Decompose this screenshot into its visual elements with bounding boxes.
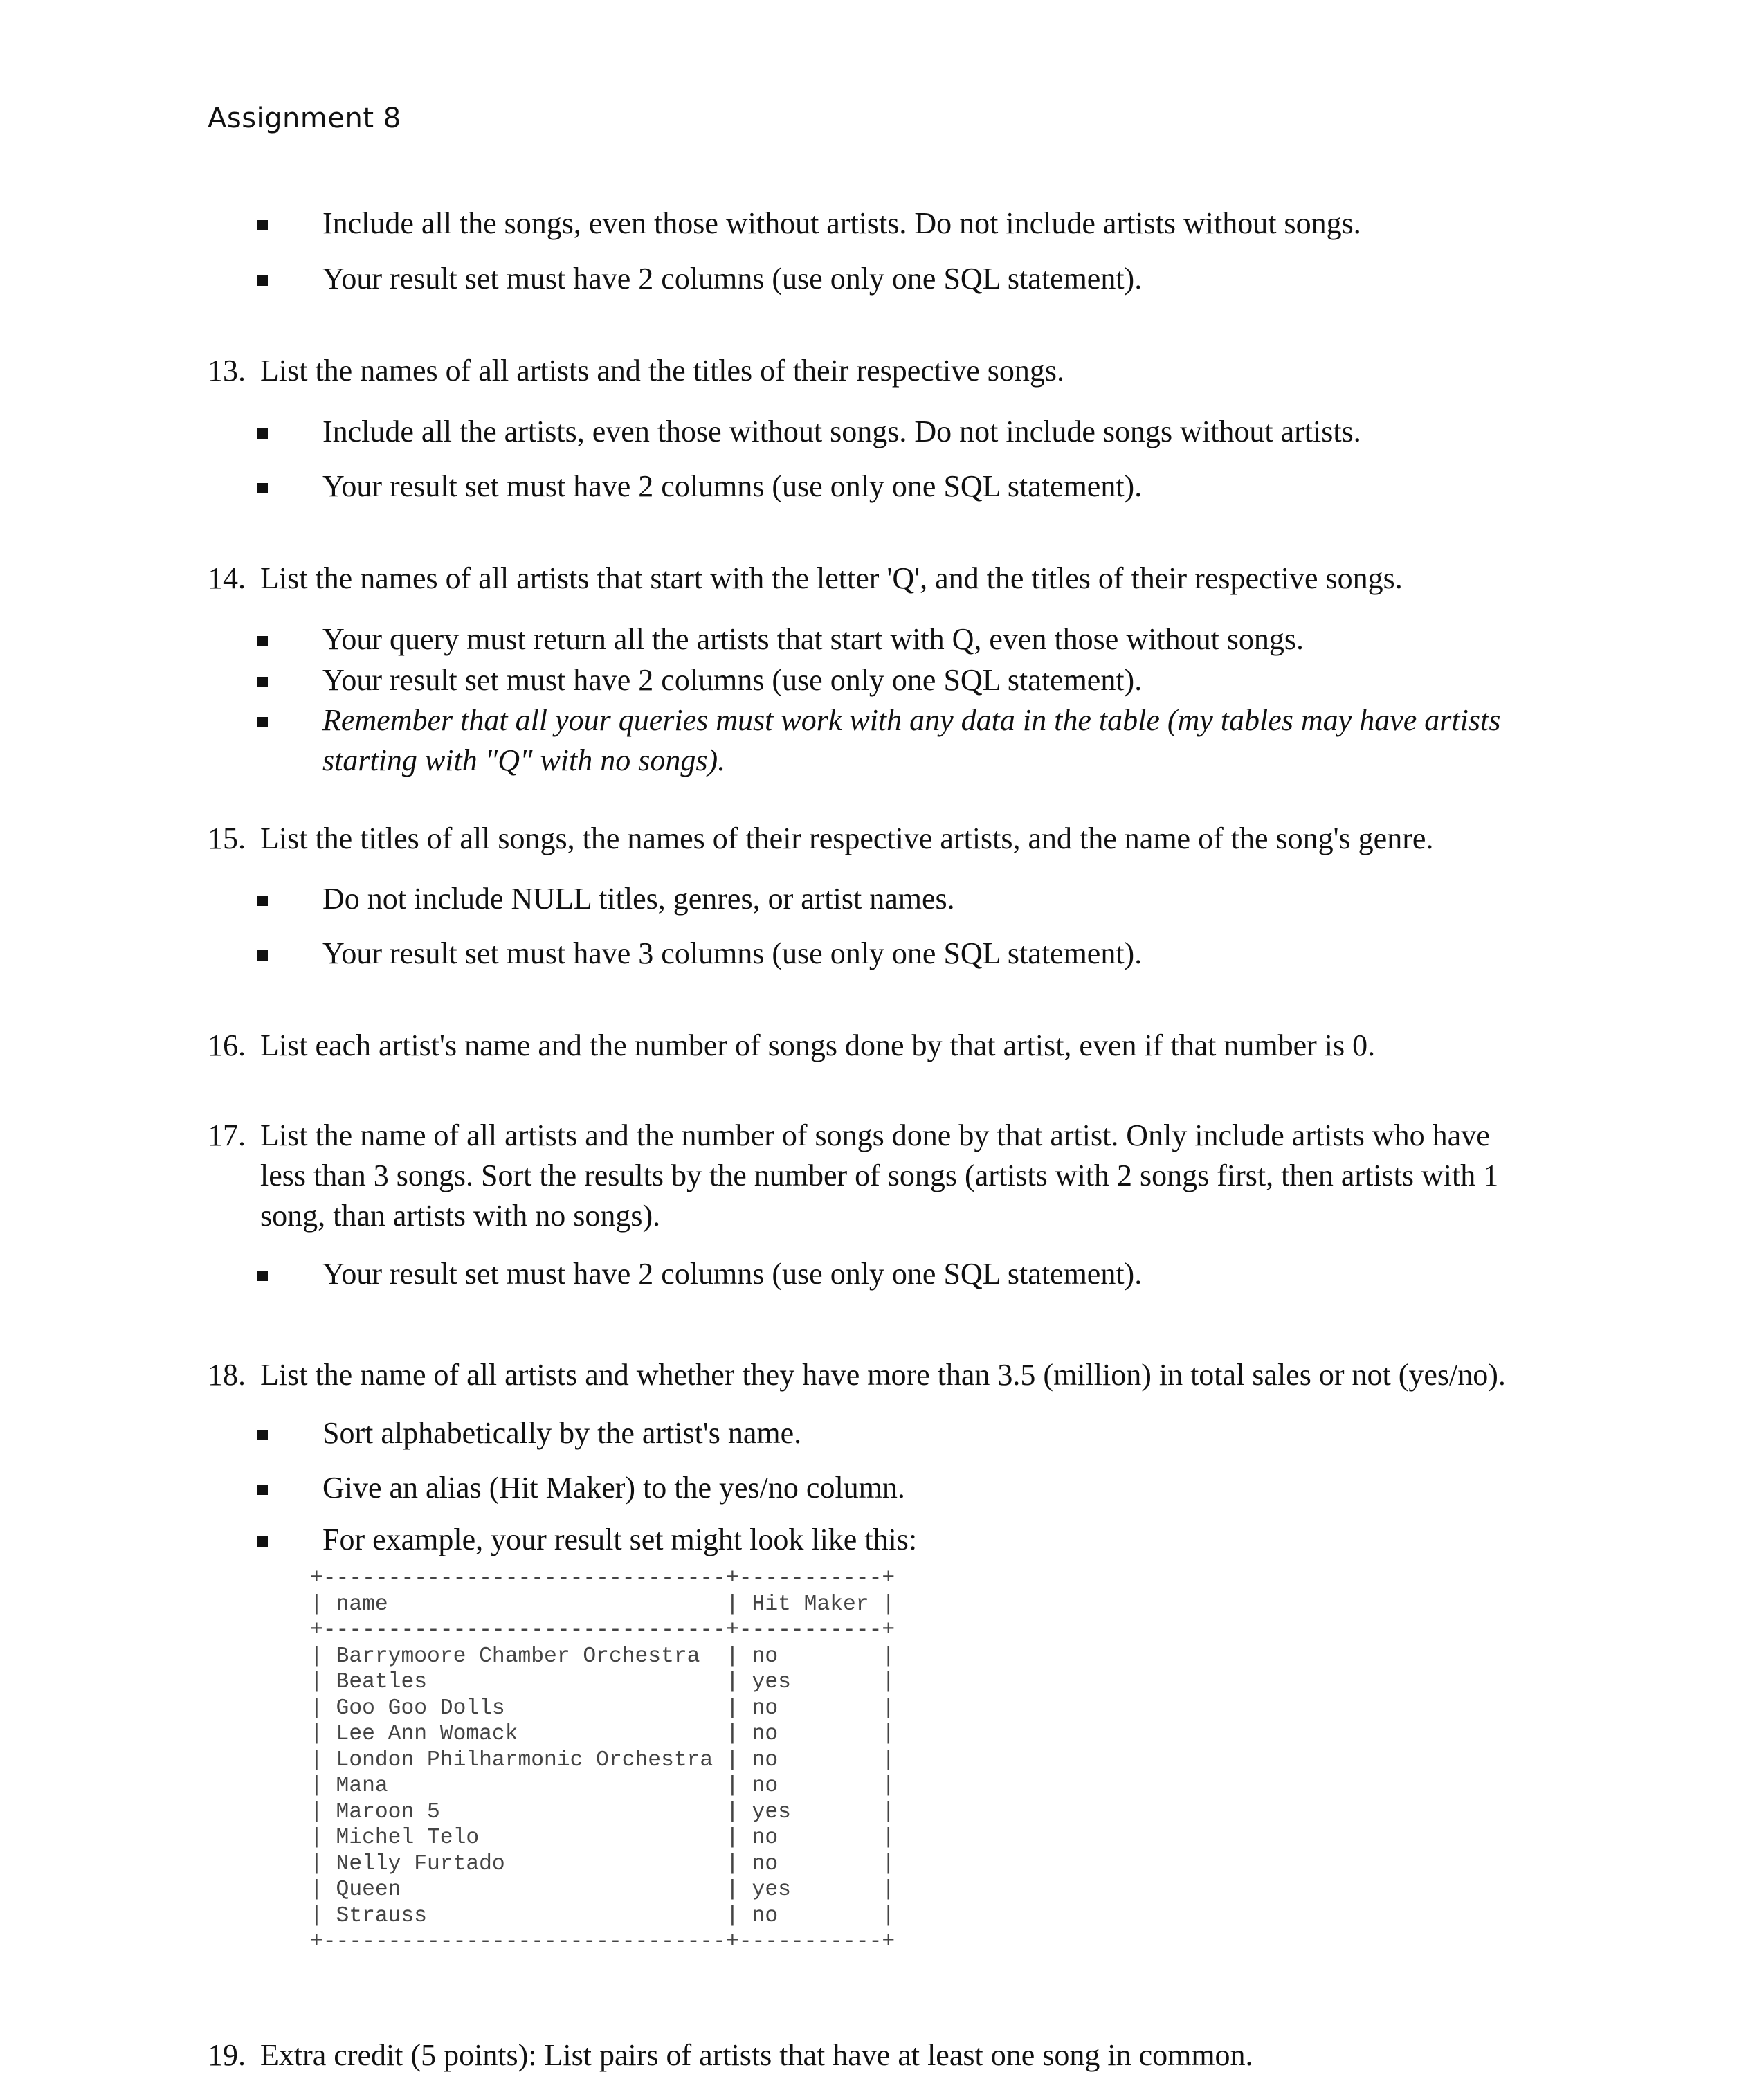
table-row: | Mana | no | [310, 1774, 895, 1798]
page-title: Assignment 8 [208, 102, 401, 134]
bullet-marker [257, 1536, 268, 1547]
bullet-marker [257, 636, 268, 646]
bullet-marker [257, 220, 268, 230]
question-text: Extra credit (5 points): List pairs of artists that have at least one song in common. [260, 2038, 1253, 2072]
bullet-text-italic: Remember that all your queries must work with any data in the table (my tables may have artists [322, 703, 1501, 737]
bullet-text: Give an alias (Hit Maker) to the yes/no column. [322, 1471, 905, 1505]
bullet-text: Your query must return all the artists that start with Q, even those without songs. [322, 622, 1304, 656]
question-text: List the names of all artists and the titles of their respective songs. [260, 354, 1065, 388]
question-number: 18. [208, 1358, 246, 1392]
question-text: List the titles of all songs, the names of their respective artists, and the name of the song's genre. [260, 821, 1434, 855]
bullet-marker [257, 1271, 268, 1281]
table-row: | Lee Ann Womack | no | [310, 1722, 895, 1746]
table-row: | Strauss | no | [310, 1904, 895, 1928]
table-header: | name | Hit Maker | [310, 1592, 895, 1617]
question-number: 15. [208, 821, 246, 855]
table-row: | Beatles | yes | [310, 1670, 895, 1694]
bullet-marker [257, 677, 268, 687]
question-number: 19. [208, 2038, 246, 2072]
bullet-text: Include all the artists, even those without songs. Do not include songs without artists. [322, 415, 1361, 448]
question-text: song, than artists with no songs). [260, 1199, 661, 1233]
bullet-text: Your result set must have 3 columns (use only one SQL statement). [322, 936, 1143, 970]
question-text: List the name of all artists and the number of songs done by that artist. Only include artists who have [260, 1118, 1490, 1152]
question-text: List the name of all artists and whether they have more than 3.5 (million) in total sales or not (yes/no). [260, 1358, 1506, 1392]
bullet-marker [257, 483, 268, 493]
bullet-marker [257, 717, 268, 727]
question-text: List the names of all artists that start with the letter 'Q', and the titles of their respective songs. [260, 561, 1403, 595]
bullet-text-italic: starting with "Q" with no songs). [322, 743, 726, 777]
bullet-marker [257, 1485, 268, 1495]
bullet-text: Do not include NULL titles, genres, or artist names. [322, 882, 955, 916]
bullet-text: Your result set must have 2 columns (use only one SQL statement). [322, 1257, 1143, 1291]
bullet-text: Your result set must have 2 columns (use only one SQL statement). [322, 469, 1143, 503]
bullet-marker [257, 950, 268, 961]
bullet-text: Your result set must have 2 columns (use only one SQL statement). [322, 262, 1143, 296]
question-number: 14. [208, 561, 246, 595]
table-row: | Queen | yes | [310, 1878, 895, 1902]
bullet-marker [257, 428, 268, 439]
table-row: | Goo Goo Dolls | no | [310, 1696, 895, 1721]
table-border-bottom: +-------------------------------+-----------+ [310, 1930, 895, 1954]
bullet-marker [257, 1430, 268, 1440]
question-number: 17. [208, 1118, 246, 1152]
question-text: less than 3 songs. Sort the results by the number of songs (artists with 2 songs first, then artists with 1 [260, 1159, 1499, 1192]
table-row: | Michel Telo | no | [310, 1826, 895, 1850]
question-number: 16. [208, 1028, 246, 1062]
question-number: 13. [208, 354, 246, 388]
bullet-marker [257, 275, 268, 286]
table-border-mid: +-------------------------------+-----------+ [310, 1618, 895, 1642]
bullet-text: Your result set must have 2 columns (use only one SQL statement). [322, 663, 1143, 697]
table-row: | Maroon 5 | yes | [310, 1800, 895, 1824]
table-row: | Nelly Furtado | no | [310, 1852, 895, 1876]
table-row: | Barrymoore Chamber Orchestra | no | [310, 1644, 895, 1669]
bullet-text: Sort alphabetically by the artist's name. [322, 1416, 802, 1450]
bullet-text: Include all the songs, even those without artists. Do not include artists without songs. [322, 206, 1361, 240]
bullet-marker [257, 896, 268, 906]
table-row: | London Philharmonic Orchestra | no | [310, 1748, 895, 1772]
question-text: List each artist's name and the number of songs done by that artist, even if that number is 0. [260, 1028, 1376, 1062]
bullet-text: For example, your result set might look like this: [322, 1523, 918, 1556]
table-border-top: +-------------------------------+-----------+ [310, 1566, 895, 1590]
